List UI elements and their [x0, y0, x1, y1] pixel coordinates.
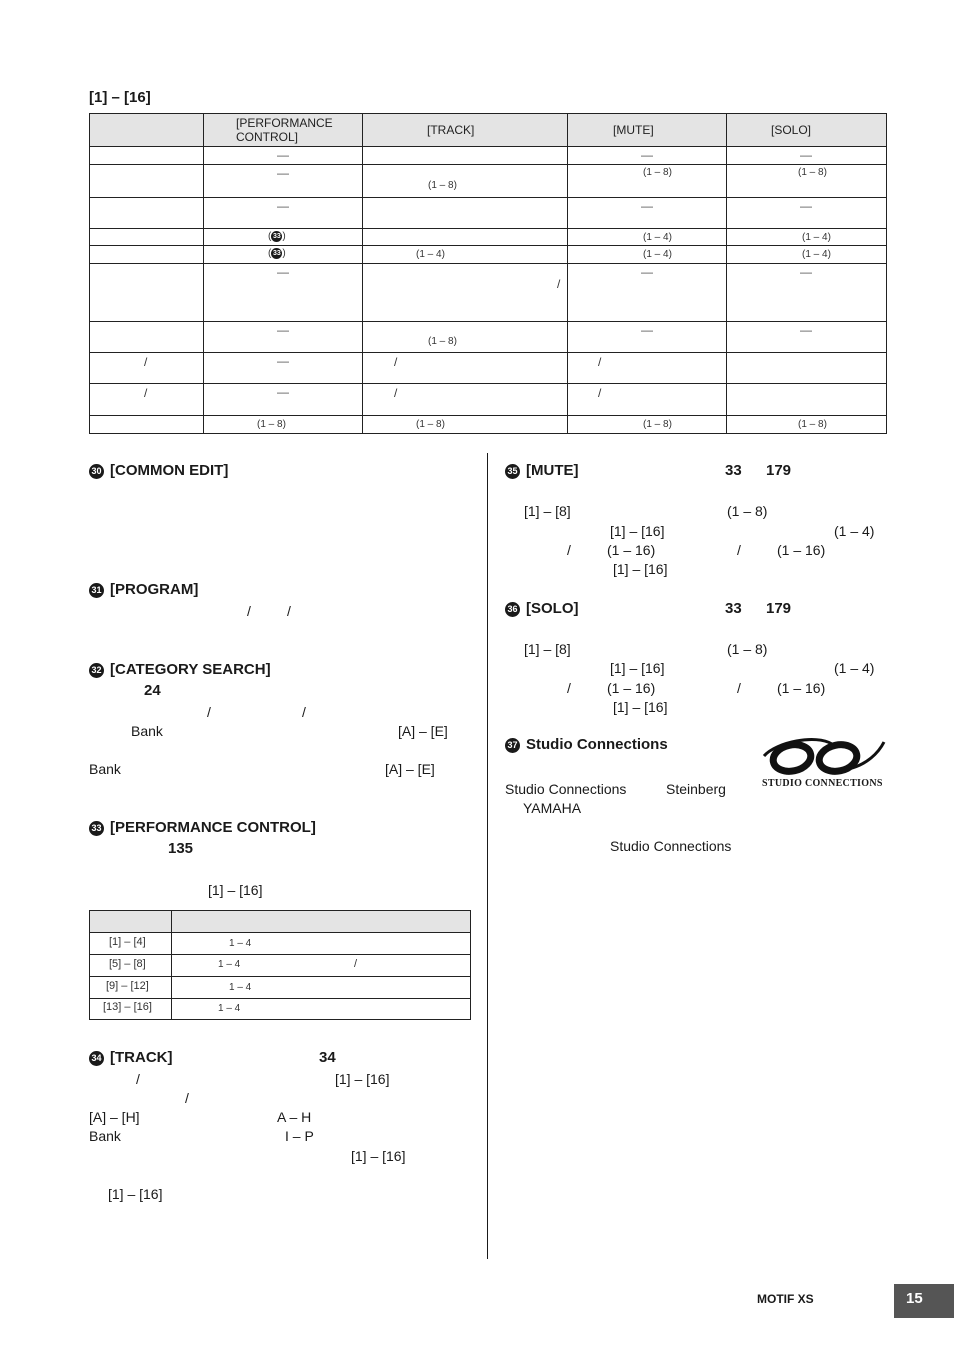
section-track-heading: 34 [TRACK] [89, 1049, 172, 1066]
range-text: [1] – [16] [335, 1071, 390, 1087]
ref-33-icon: 33 [272, 250, 281, 258]
slash-text: / [567, 542, 571, 558]
range-text: [1] – [16] [613, 699, 668, 715]
table-row: / — / / [90, 384, 887, 415]
bank-text: Bank [89, 761, 121, 777]
range-text: (1 – 16) [777, 542, 826, 558]
table-row: — — — [90, 197, 887, 228]
slash-text: / [287, 603, 291, 619]
range-text: (1 – 8) [727, 503, 768, 519]
page-ref: 34 [319, 1049, 336, 1066]
range-text: (1 – 8) [727, 641, 768, 657]
page-number-tab [894, 1284, 954, 1318]
range-text: [1] – [8] [524, 641, 571, 657]
slash-text: / [185, 1090, 189, 1106]
body-text: YAMAHA [523, 800, 582, 816]
ref-33-icon: 33 [272, 233, 281, 241]
table-row: [13] – [16] 1 – 4 [90, 998, 471, 1019]
table-row: (1 – 8) (1 – 8) (1 – 8) (1 – 8) [90, 415, 887, 433]
performance-control-table [89, 910, 471, 1020]
slash-text: / [207, 704, 211, 720]
section-common-edit-heading: 30 [COMMON EDIT] [89, 462, 228, 479]
studio-connections-logo: STUDIO CONNECTIONS [756, 736, 888, 792]
range-text: [1] – [16] [613, 561, 668, 577]
page-ref: 135 [168, 840, 194, 857]
header-cell-blank [90, 114, 204, 147]
slash-text: / [136, 1071, 140, 1087]
table-row: [1] – [4] 1 – 4 [90, 933, 471, 955]
range-text: (1 – 4) [834, 660, 875, 676]
number-34-icon: 34 [89, 1051, 104, 1066]
number-30-icon: 30 [89, 464, 104, 479]
range-text: [1] – [8] [524, 503, 571, 519]
section-program-heading: 31 [PROGRAM] [89, 581, 198, 598]
section-mute-heading: 35 [MUTE] [505, 462, 579, 479]
header-performance-control: [PERFORMANCE CONTROL] [204, 114, 363, 147]
top-table-title: [1] – [16] [89, 89, 151, 106]
range-text: [A] – [E] [385, 761, 435, 777]
page-ref: 33 [725, 600, 742, 617]
range-text: [1] – [16] [610, 523, 665, 539]
range-text: [A] – [H] [89, 1109, 140, 1125]
range-text: [1] – [16] [208, 882, 263, 898]
number-37-icon: 37 [505, 738, 520, 753]
table-row: — (1 – 8) (1 – 8) (1 – 8) [90, 165, 887, 197]
column-divider [487, 453, 488, 1259]
page-ref: 33 [725, 462, 742, 479]
range-text: (1 – 4) [834, 523, 875, 539]
table-row: — / — — [90, 264, 887, 322]
footer-product-name: MOTIF XS [757, 1292, 814, 1306]
section-category-search-heading: 32 [CATEGORY SEARCH] [89, 661, 271, 678]
slash-text: / [247, 603, 251, 619]
page-ref: 179 [766, 462, 792, 479]
range-text: A – H [277, 1109, 312, 1125]
number-31-icon: 31 [89, 583, 104, 598]
range-text: (1 – 16) [777, 680, 826, 696]
range-text: (1 – 16) [607, 542, 656, 558]
studio-connections-logo-icon [756, 736, 888, 778]
body-text: Studio Connections [505, 781, 627, 797]
number-32-icon: 32 [89, 663, 104, 678]
table-row: — — — [90, 147, 887, 165]
range-text: (1 – 16) [607, 680, 656, 696]
number-35-icon: 35 [505, 464, 520, 479]
page-ref: 24 [144, 682, 161, 699]
header-mute: [MUTE] [568, 114, 727, 147]
section-performance-control-heading: 33 [PERFORMANCE CONTROL] [89, 819, 316, 836]
range-text: [1] – [16] [351, 1148, 406, 1164]
body-text: Studio Connections [610, 838, 732, 854]
table-row: / — / / [90, 353, 887, 384]
header-track: [TRACK] [363, 114, 568, 147]
header-solo: [SOLO] [727, 114, 887, 147]
bank-text: Bank [89, 1128, 121, 1144]
table-row: ( 33 ) (1 – 4) (1 – 4) [90, 229, 887, 246]
table-row: ( 33 ) (1 – 4) (1 – 4) (1 – 4) [90, 246, 887, 264]
section-solo-heading: 36 [SOLO] [505, 600, 579, 617]
number-33-icon: 33 [89, 821, 104, 836]
body-text: Steinberg [666, 781, 726, 797]
number-36-icon: 36 [505, 602, 520, 617]
range-text: [1] – [16] [610, 660, 665, 676]
button-function-table [89, 113, 887, 434]
table-row: [9] – [12] 1 – 4 [90, 976, 471, 998]
section-studio-connections-heading: 37 Studio Connections [505, 736, 668, 753]
table-row: [5] – [8] 1 – 4 / [90, 955, 471, 976]
slash-text: / [567, 680, 571, 696]
range-text: [1] – [16] [108, 1186, 163, 1202]
slash-text: / [302, 704, 306, 720]
table-row: — (1 – 8) — — [90, 321, 887, 352]
bank-text: Bank [131, 723, 163, 739]
page-ref: 179 [766, 600, 792, 617]
slash-text: / [737, 680, 741, 696]
page-number: 15 [906, 1290, 923, 1307]
range-text: I – P [285, 1128, 314, 1144]
range-text: [A] – [E] [398, 723, 448, 739]
slash-text: / [737, 542, 741, 558]
